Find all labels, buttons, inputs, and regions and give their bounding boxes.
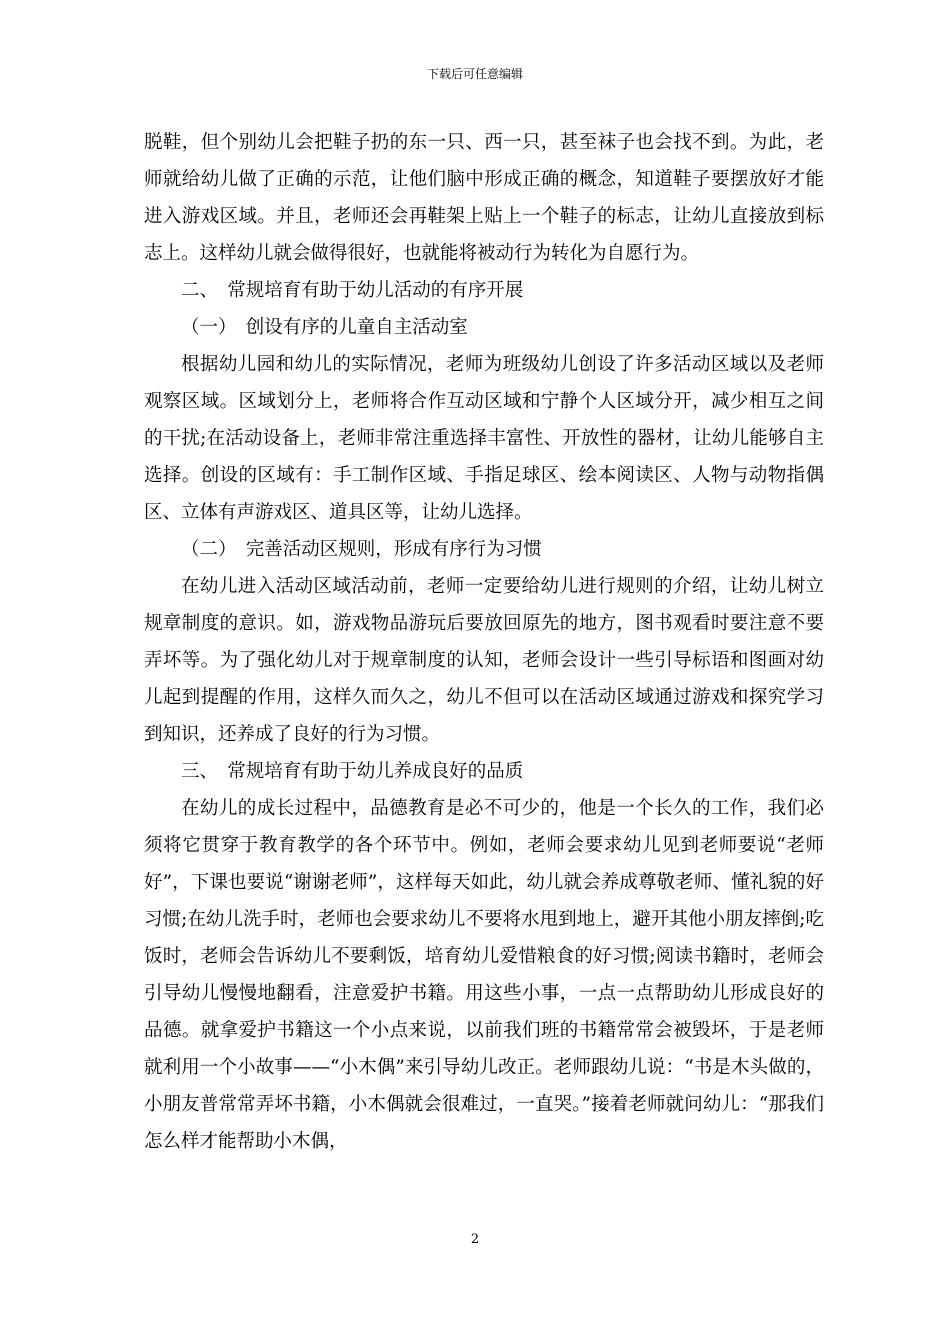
paragraph: 脱鞋，但个别幼儿会把鞋子扔的东一只、西一只，甚至袜子也会找不到。为此，老师就给幼儿做了正确的示范，让他们脑中形成正确的概念，知道鞋子要摆放好才能进入游戏区域。并且，老师还会再鞋架上贴上一个鞋子的标志，让幼儿直接放到标志上。这样幼儿就会做得很好，也就能将被动行为转化为自愿行为。 bbox=[144, 132, 824, 264]
section-heading: 三、 常规培育有助于幼儿养成良好的品质 bbox=[181, 761, 524, 782]
document-body bbox=[144, 124, 824, 1160]
page-header: 下载后可任意编辑 bbox=[426, 67, 523, 81]
paragraph: 根据幼儿园和幼儿的实际情况，老师为班级幼儿创设了许多活动区域以及老师观察区域。区域划分上，老师将合作互动区域和宁静个人区域分开，减少相互之间的干扰;在活动设备上，老师非常注重选择丰富性、开放性的器材，让幼儿能够自主选择。创设的区域有：手工制作区域、手指足球区、绘本阅读区、人物与动物指偶区、立体有声游戏区、道具区等，让幼儿选择。 bbox=[144, 354, 824, 523]
subsection-heading: （二） 完善活动区规则，形成有序行为习惯 bbox=[181, 539, 542, 560]
subsection-heading: （一） 创设有序的儿童自主活动室 bbox=[181, 317, 468, 338]
paragraph: 在幼儿进入活动区域活动前，老师一定要给幼儿进行规则的介绍，让幼儿树立规章制度的意识。如，游戏物品游玩后要放回原先的地方，图书观看时要注意不要弄坏等。为了强化幼儿对于规章制度的认知，老师会设计一些引导标语和图画对幼儿起到提醒的作用，这样久而久之，幼儿不但可以在活动区域通过游戏和探究学习到知识，还养成了良好的行为习惯。 bbox=[144, 576, 824, 745]
paragraph: 在幼儿的成长过程中，品德教育是必不可少的，他是一个长久的工作，我们必须将它贯穿于教育教学的各个环节中。例如，老师会要求幼儿见到老师要说“老师好”，下课也要说“谢谢老师”，这样每天如此，幼儿就会养成尊敬老师、懂礼貌的好习惯;在幼儿洗手时，老师也会要求幼儿不要将水甩到地上，避开其他小朋友摔倒;吃饭时，老师会告诉幼儿不要剩饭，培育幼儿爱惜粮食的好习惯;阅读书籍时，老师会引导幼儿慢慢地翻看，注意爱护书籍。用这些小事，一点一点帮助幼儿形成良好的品德。就拿爱护书籍这一个小点来说，以前我们班的书籍常常会被毁坏，于是老师就利用一个小故事——“小木偶”来引导幼儿改正。老师跟幼儿说：“书是木头做的，小朋友普常常弄坏书籍，小木偶就会很难过，一直哭。”接着老师就问幼儿：“那我们怎么样才能帮助小木偶， bbox=[144, 798, 824, 1152]
page-number: 2 bbox=[470, 1232, 480, 1247]
section-heading: 二、 常规培育有助于幼儿活动的有序开展 bbox=[181, 280, 524, 301]
